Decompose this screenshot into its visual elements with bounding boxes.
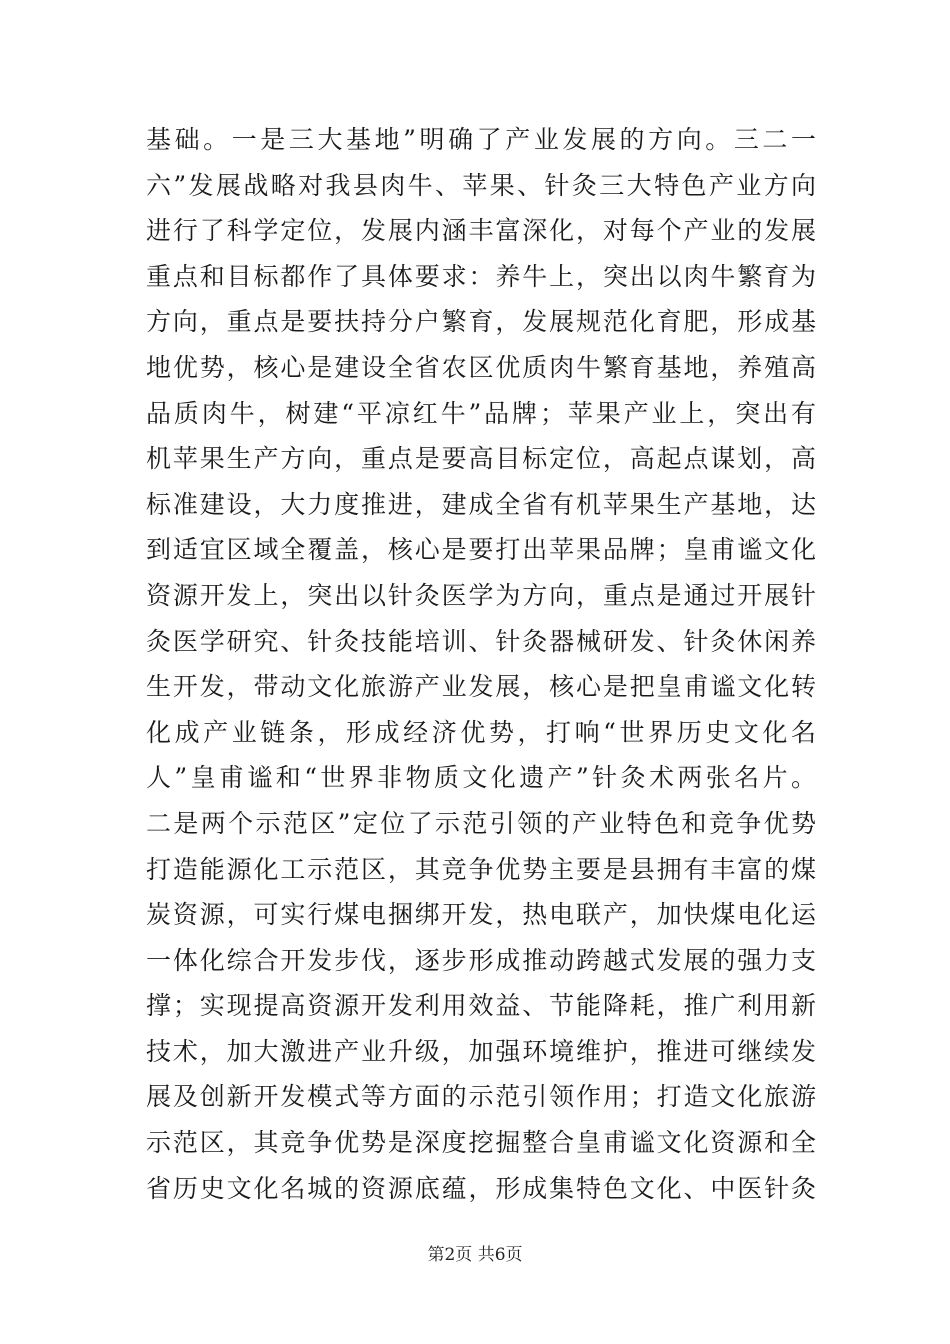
text-line: 二是两个示范区”定位了示范引领的产业特色和竞争优势 — [146, 808, 816, 838]
text-line: 生开发，带动文化旅游产业发展，核心是把皇甫谧文化转 — [146, 672, 816, 702]
text-line: 资源开发上，突出以针灸医学为方向，重点是通过开展针 — [146, 580, 816, 610]
text-line: 六”发展战略对我县肉牛、苹果、针灸三大特色产业方向 — [146, 170, 816, 200]
text-line: 化成产业链条，形成经济优势，打响“世界历史文化名 — [146, 717, 816, 747]
text-line: 打造能源化工示范区，其竞争优势主要是县拥有丰富的煤 — [146, 854, 816, 884]
text-line: 机苹果生产方向，重点是要高目标定位，高起点谋划，高 — [146, 444, 816, 474]
text-line: 进行了科学定位，发展内涵丰富深化，对每个产业的发展 — [146, 216, 816, 246]
text-line: 到适宜区域全覆盖，核心是要打出苹果品牌；皇甫谧文化 — [146, 535, 816, 565]
text-line: 炭资源，可实行煤电捆绑开发，热电联产，加快煤电化运 — [146, 900, 816, 930]
text-line: 人”皇甫谧和“世界非物质文化遗产”针灸术两张名片。 — [146, 763, 816, 793]
text-line: 地优势，核心是建设全省农区优质肉牛繁育基地，养殖高 — [146, 352, 816, 382]
text-line: 基础。一是三大基地”明确了产业发展的方向。三二一 — [146, 125, 816, 154]
text-line: 品质肉牛，树建“平凉红牛”品牌；苹果产业上，突出有 — [146, 398, 816, 428]
text-line: 方向，重点是要扶持分户繁育，发展规范化育肥，形成基 — [146, 307, 816, 337]
text-line: 撑；实现提高资源开发利用效益、节能降耗，推广利用新 — [146, 991, 816, 1021]
text-line: 示范区，其竞争优势是深度挖掘整合皇甫谧文化资源和全 — [146, 1128, 816, 1158]
text-line: 标准建设，大力度推进，建成全省有机苹果生产基地，达 — [146, 489, 816, 519]
page-footer: 第2页 共6页 — [427, 1245, 523, 1265]
text-line: 省历史文化名城的资源底蕴，形成集特色文化、中医针灸 — [146, 1173, 816, 1203]
text-line: 技术，加大激进产业升级，加强环境维护，推进可继续发 — [146, 1036, 816, 1066]
text-line: 重点和目标都作了具体要求：养牛上，突出以肉牛繁育为 — [146, 261, 816, 291]
text-line: 灸医学研究、针灸技能培训、针灸器械研发、针灸休闲养 — [146, 626, 816, 656]
body-paragraph — [146, 117, 816, 1211]
text-line: 展及创新开发模式等方面的示范引领作用；打造文化旅游 — [146, 1082, 816, 1112]
text-line: 一体化综合开发步伐，逐步形成推动跨越式发展的强力支 — [146, 945, 816, 975]
